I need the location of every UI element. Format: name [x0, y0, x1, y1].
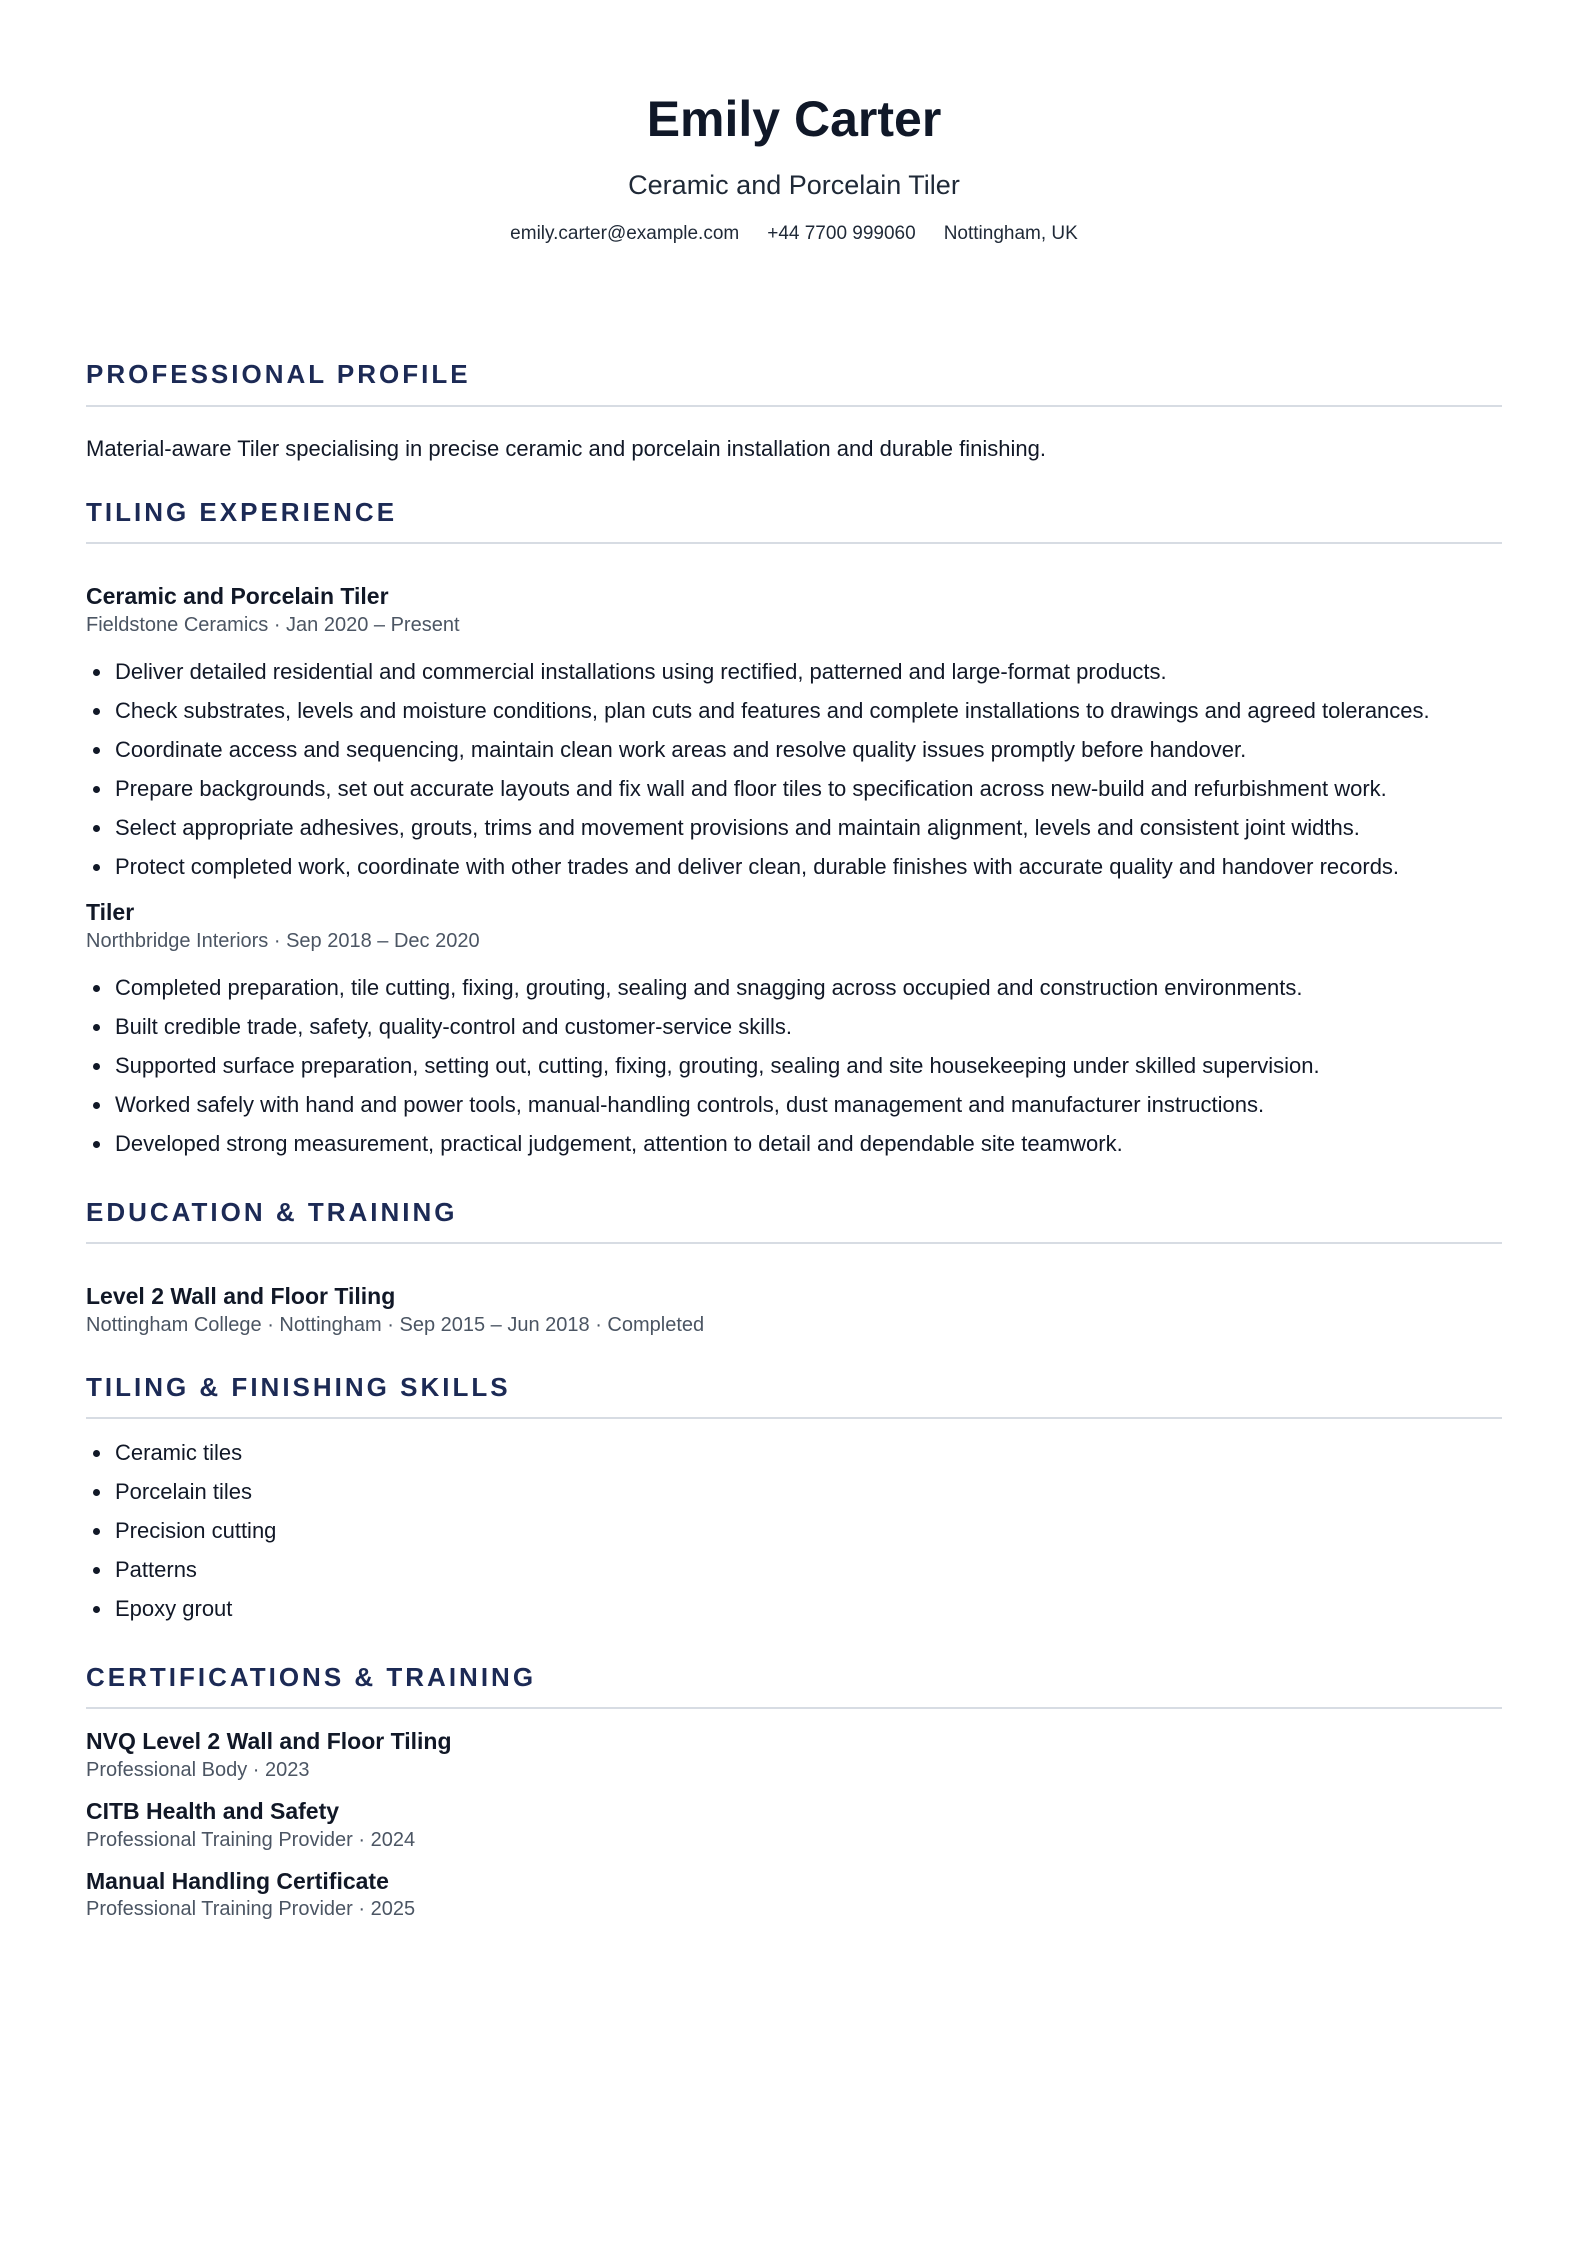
job-bullet: Built credible trade, safety, quality-control and customer-service skills.: [115, 1007, 1502, 1046]
job-bullet: Coordinate access and sequencing, maintain clean work areas and resolve quality issues promptly before handover.: [115, 730, 1502, 769]
section-heading-education: EDUCATION & TRAINING: [86, 1196, 458, 1227]
certification-meta: Professional Training Provider · 2024: [86, 1828, 416, 1851]
job-entry: [86, 582, 1502, 886]
education-section: [86, 1197, 1502, 1338]
certification-meta: Professional Body · 2023: [86, 1758, 310, 1781]
contact-email: emily.carter@example.com: [510, 223, 740, 245]
section-heading-skills: TILING & FINISHING SKILLS: [86, 1371, 511, 1402]
education-title: Level 2 Wall and Floor Tiling: [86, 1283, 396, 1310]
candidate-title: Ceramic and Porcelain Tiler: [628, 170, 960, 200]
job-meta: Fieldstone Ceramics · Jan 2020 – Present: [86, 614, 460, 637]
contact-line: [86, 223, 1502, 245]
job-bullets: [86, 968, 1502, 1163]
skill-item: Porcelain tiles: [115, 1472, 1502, 1511]
section-divider: [86, 1417, 1502, 1419]
section-divider: [86, 1242, 1502, 1244]
job-bullet: Completed preparation, tile cutting, fixing, grouting, sealing and snagging across occupied and construction environments.: [115, 968, 1502, 1007]
profile-summary: Material-aware Tiler specialising in precise ceramic and porcelain installation and durable finishing.: [86, 435, 1046, 461]
certification-meta: Professional Training Provider · 2025: [86, 1898, 416, 1921]
job-bullet: Select appropriate adhesives, grouts, trims and movement provisions and maintain alignment, levels and consistent joint widths.: [115, 808, 1502, 847]
skill-item: Ceramic tiles: [115, 1433, 1502, 1472]
candidate-name: Emily Carter: [646, 91, 942, 147]
certification-entry: [86, 1727, 1502, 1783]
education-entry: [86, 1282, 1502, 1338]
job-title: Ceramic and Porcelain Tiler: [86, 583, 389, 610]
job-bullet: Worked safely with hand and power tools, manual-handling controls, dust management and manufacturer instructions.: [115, 1085, 1502, 1124]
certification-title: Manual Handling Certificate: [86, 1867, 389, 1894]
contact-location: Nottingham, UK: [943, 223, 1078, 245]
job-bullet: Prepare backgrounds, set out accurate layouts and fix wall and floor tiles to specification across new-build and refurbishment work.: [115, 769, 1502, 808]
education-meta: Nottingham College · Nottingham · Sep 2015 – Jun 2018 · Completed: [86, 1313, 705, 1336]
job-title: Tiler: [86, 899, 135, 926]
section-divider: [86, 1707, 1502, 1709]
section-divider: [86, 405, 1502, 407]
skill-item: Patterns: [115, 1550, 1502, 1589]
job-bullets: [86, 652, 1502, 886]
job-meta: Northbridge Interiors · Sep 2018 – Dec 2020: [86, 929, 480, 952]
section-heading-certifications: CERTIFICATIONS & TRAINING: [86, 1661, 537, 1692]
section-heading-profile: PROFESSIONAL PROFILE: [86, 359, 471, 390]
job-bullet: Supported surface preparation, setting out, cutting, fixing, grouting, sealing and site housekeeping under skilled supervision.: [115, 1046, 1502, 1085]
certifications-section: [86, 1662, 1502, 1922]
certification-entry: [86, 1797, 1502, 1853]
job-bullet: Check substrates, levels and moisture conditions, plan cuts and features and complete installations to drawings and agreed tolerances.: [115, 691, 1502, 730]
skill-item: Precision cutting: [115, 1511, 1502, 1550]
section-divider: [86, 542, 1502, 544]
job-bullet: Developed strong measurement, practical judgement, attention to detail and dependable site teamwork.: [115, 1124, 1502, 1163]
contact-phone: +44 7700 999060: [767, 223, 916, 245]
profile-section: [86, 359, 1502, 463]
certification-title: CITB Health and Safety: [86, 1797, 340, 1824]
resume-header: [86, 0, 1502, 245]
certification-title: NVQ Level 2 Wall and Floor Tiling: [86, 1728, 452, 1755]
skills-list: [86, 1433, 1502, 1628]
certification-entry: [86, 1867, 1502, 1923]
job-bullet: Deliver detailed residential and commercial installations using rectified, patterned and large-format products.: [115, 652, 1502, 691]
job-entry: [86, 898, 1502, 1163]
skills-section: [86, 1372, 1502, 1628]
section-heading-experience: TILING EXPERIENCE: [86, 497, 398, 528]
skill-item: Epoxy grout: [115, 1589, 1502, 1628]
experience-section: [86, 497, 1502, 1163]
job-bullet: Protect completed work, coordinate with other trades and deliver clean, durable finishes with accurate quality and handover records.: [115, 847, 1502, 886]
